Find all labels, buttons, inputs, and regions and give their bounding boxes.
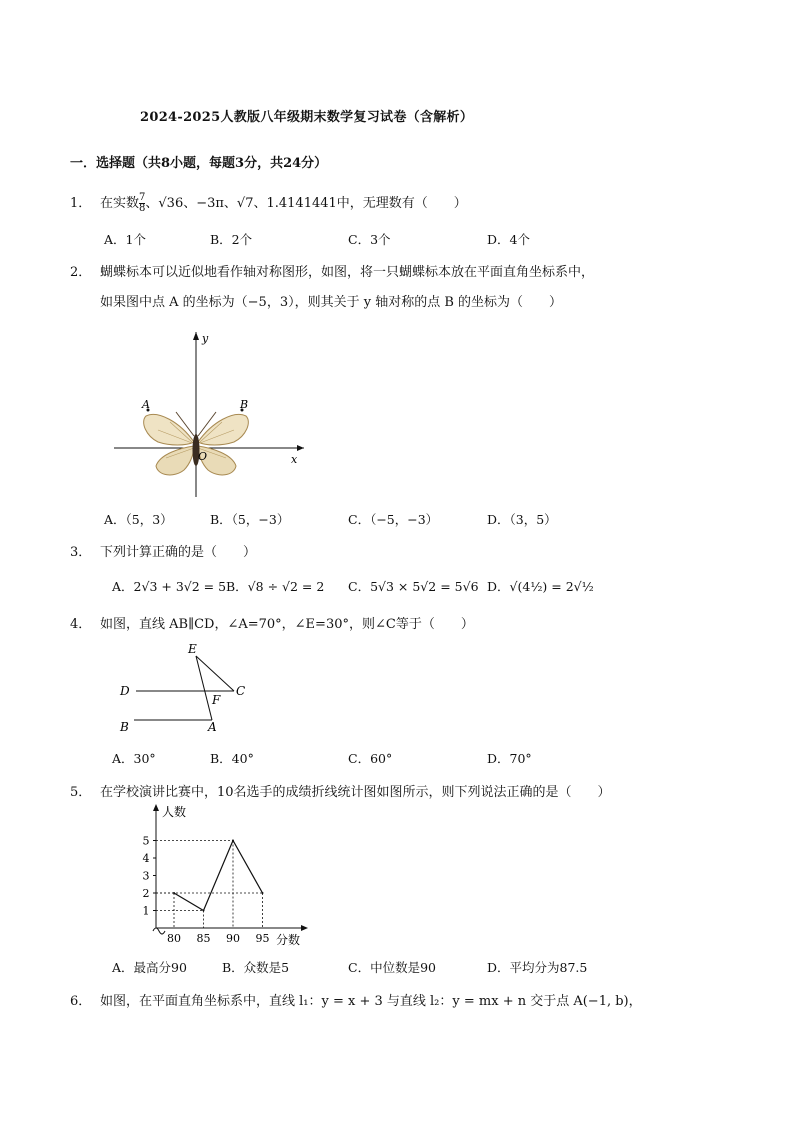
label-e: E (188, 642, 197, 656)
x-axis-arrow-icon (297, 445, 304, 451)
q3-option-d: D．√(4½) = 2√½ (487, 579, 594, 594)
q4-option-c: C．60° (348, 751, 393, 766)
y-tick-label: 2 (142, 887, 150, 900)
y-axis-label: 人数 (162, 805, 187, 819)
x-tick-label: 90 (226, 932, 240, 945)
x-tick-label: 80 (167, 932, 181, 945)
x-axis-label: x (291, 453, 298, 466)
question-text-pre: 在实数 (100, 196, 140, 211)
question-text: 在学校演讲比赛中，10名选手的成绩折线统计图如图所示，则下列说法正确的是（ ） (100, 785, 611, 800)
q4-option-b: B．40° (210, 751, 254, 766)
point-b-label: B (240, 398, 249, 411)
origin-label: O (198, 450, 208, 463)
segment-ec (196, 656, 234, 691)
y-tick-label: 1 (142, 904, 150, 918)
q5-option-a: A．最高分90 (112, 960, 187, 975)
axis-break-icon (153, 928, 165, 934)
question-3 (70, 541, 256, 560)
x-tick-label: 95 (255, 932, 270, 945)
label-c: C (236, 684, 246, 698)
x-tick-label: 85 (196, 932, 211, 945)
question-text-line1: 蝴蝶标本可以近似地看作轴对称图形，如图，将一只蝴蝶标本放在平面直角坐标系中， (100, 265, 595, 280)
y-axis-arrow-icon (193, 332, 199, 340)
q4-option-d: D．70° (487, 751, 532, 766)
x-axis-label: 分数 (276, 933, 301, 947)
denominator: 8 (139, 203, 146, 214)
q3-option-a: A．2√3 + 3√2 = 5 (112, 579, 227, 594)
question-1 (70, 192, 467, 214)
question-number: 3． (70, 545, 92, 560)
section-heading: 一．选择题（共8小题，每题3分，共24分） (70, 156, 328, 171)
question-4 (70, 613, 474, 632)
page-title: 2024-2025人教版八年级期末数学复习试卷（含解析） (140, 110, 474, 125)
label-d: D (120, 684, 130, 698)
q5-option-c: C．中位数是90 (348, 960, 436, 975)
q5-option-d: D．平均分为87.5 (487, 960, 588, 975)
q1-option-c: C．3个 (348, 232, 391, 247)
data-point (232, 840, 234, 842)
data-point (173, 892, 175, 894)
numerator: 7 (139, 192, 146, 203)
x-axis-arrow-icon (301, 925, 308, 931)
question-2-line2: 如果图中点 A 的坐标为（−5，3），则其关于 y 轴对称的点 B 的坐标为（ ） (100, 295, 563, 310)
y-tick-label: 3 (142, 869, 150, 883)
q4-option-a: A．30° (112, 751, 156, 766)
question-text: 如图，在平面直角坐标系中，直线 l₁：y = x + 3 与直线 l₂：y = mx + n 交于点 A(−1, b)， (100, 994, 642, 1009)
butterfly-figure (110, 330, 310, 500)
question-2 (70, 261, 594, 280)
point-a-label: A (142, 398, 150, 411)
question-number: 6． (70, 994, 92, 1009)
y-tick-label: 4 (142, 852, 150, 865)
question-number: 4． (70, 617, 92, 632)
line-chart (128, 800, 318, 950)
question-6 (70, 990, 642, 1009)
q1-option-a: A．1个 (104, 232, 146, 247)
segment-ea (196, 656, 212, 720)
q5-option-b: B．众数是5 (222, 960, 290, 975)
q2-option-a: A．（5，3） (104, 512, 173, 527)
series-line (174, 841, 263, 911)
y-axis-arrow-icon (153, 804, 159, 811)
label-f: F (212, 693, 221, 707)
q2-option-d: D．（3，5） (487, 512, 557, 527)
q1-option-b: B．2个 (210, 232, 253, 247)
data-point (203, 910, 205, 912)
geometry-figure (112, 638, 262, 738)
question-text: 下列计算正确的是（ ） (100, 545, 257, 560)
data-point (262, 892, 264, 894)
question-number: 2． (70, 265, 92, 280)
q1-option-d: D．4个 (487, 232, 530, 247)
q3-option-c: C．5√3 × 5√2 = 5√6 (348, 579, 479, 594)
y-axis-label: y (202, 332, 209, 345)
question-text: 如图，直线 AB∥CD，∠A=70°，∠E=30°，则∠C等于（ ） (100, 617, 474, 632)
question-number: 1． (70, 196, 92, 211)
y-tick-label: 5 (142, 834, 150, 848)
q2-option-c: C．（−5，−3） (348, 512, 439, 527)
q2-option-b: B．（5，−3） (210, 512, 290, 527)
question-5 (70, 781, 611, 800)
question-number: 5． (70, 785, 92, 800)
question-text: 、√36、−3π、√7、1.4141441中，无理数有（ ） (145, 196, 467, 211)
label-b: B (120, 720, 129, 734)
label-a: A (208, 720, 217, 734)
q3-option-b: B．√8 ÷ √2 = 2 (226, 579, 325, 594)
